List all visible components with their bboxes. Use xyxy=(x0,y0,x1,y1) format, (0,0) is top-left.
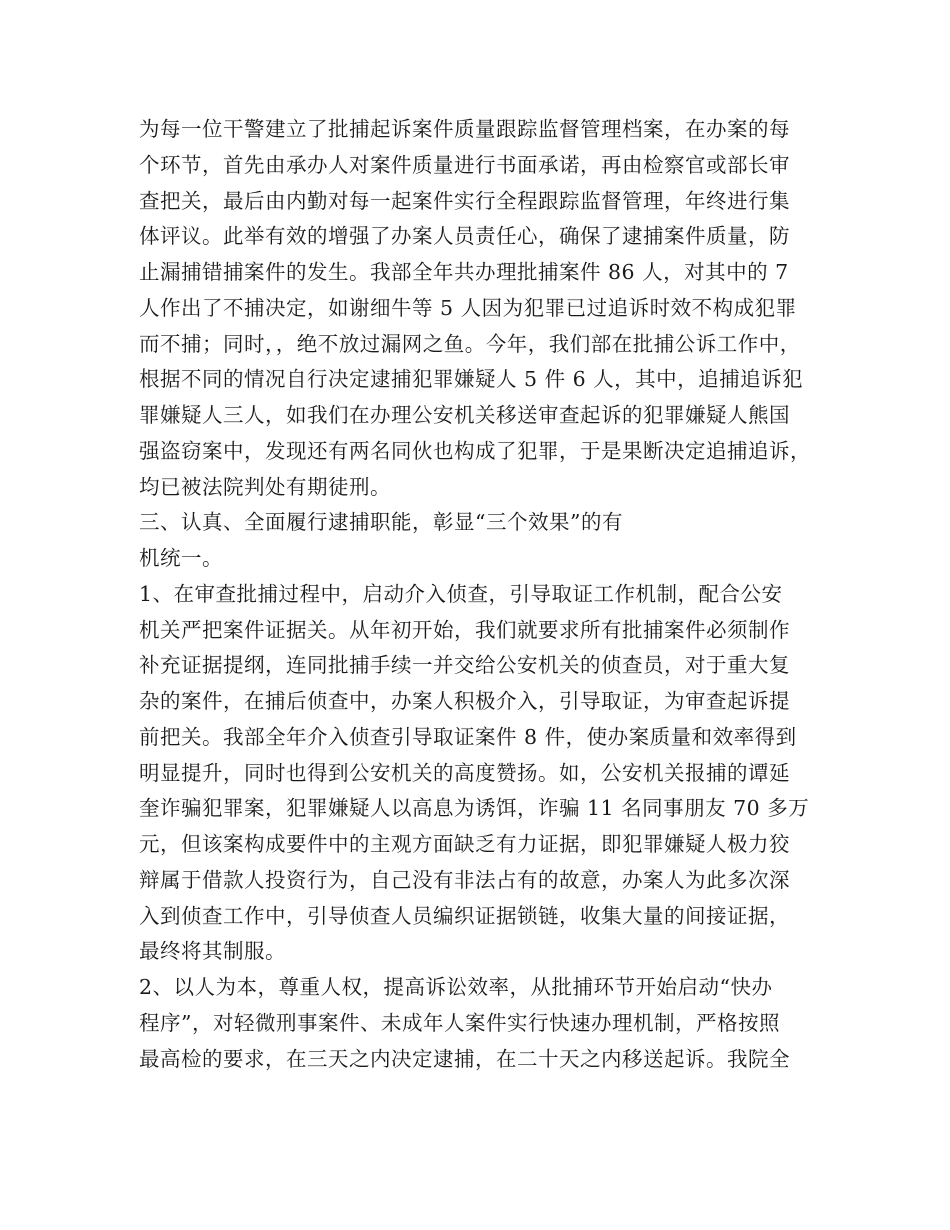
text-line: 程序”，对轻微刑事案件、未成年人案件实行快速办理机制，严格按照 xyxy=(139,1010,780,1035)
text-line: 最高检的要求，在三天之内决定逮捕，在二十天之内移送起诉。我院全 xyxy=(139,1046,790,1071)
text-line: 强盗窃案中，发现还有两名同伙也构成了犯罪，于是果断决定追捕追诉， xyxy=(139,438,811,463)
text-line: 止漏捕错捕案件的发生。我部全年共办理批捕案件 86 人，对其中的 7 xyxy=(139,260,789,284)
text-line: 均已被法院判处有期徒刑。 xyxy=(139,474,391,499)
text-line: 入到侦查工作中，引导侦查人员编织证据锁链，收集大量的间接证据， xyxy=(139,903,790,928)
text-line: 根据不同的情况自行决定逮捕犯罪嫌疑人 5 件 6 人，其中，追捕追诉犯 xyxy=(139,367,804,392)
section-heading-continued: 机统一。 xyxy=(139,546,223,570)
text-line: 罪嫌疑人三人，如我们在办理公安机关移送审查起诉的犯罪嫌疑人熊国 xyxy=(139,403,790,427)
text-line: 为每一位干警建立了批捕起诉案件质量跟踪监督管理档案，在办案的每 xyxy=(139,117,790,141)
text-line: 奎诈骗犯罪案，犯罪嫌疑人以高息为诱饵，诈骗 11 名同事朋友 70 多万 xyxy=(139,796,810,821)
text-line: 而不捕；同时，，绝不放过漏网之鱼。今年，我们部在批捕公诉工作中， xyxy=(139,331,801,356)
text-line: 1、在审查批捕过程中，启动介入侦查，引导取证工作机制，配合公安 xyxy=(139,581,783,606)
text-line: 前把关。我部全年介入侦查引导取证案件 8 件，使办案质量和效率得到 xyxy=(139,724,797,749)
text-line: 2、以人为本，尊重人权，提高诉讼效率，从批捕环节开始启动“快办 xyxy=(139,975,773,999)
text-line: 最终将其制服。 xyxy=(139,939,286,964)
text-line: 明显提升，同时也得到公安机关的高度赞扬。如，公安机关报捕的谭延 xyxy=(139,760,790,785)
text-line: 人作出了不捕决定，如谢细牛等 5 人因为犯罪已过追诉时效不构成犯罪 xyxy=(139,295,797,320)
text-line: 元，但该案构成要件中的主观方面缺乏有力证据，即犯罪嫌疑人极力狡 xyxy=(139,832,790,856)
body-text xyxy=(139,112,829,1077)
text-line: 查把关，最后由内勤对每一起案件实行全程跟踪监督管理，年终进行集 xyxy=(139,188,790,213)
section-heading: 三、认真、全面履行逮捕职能，彰显“三个效果”的有 xyxy=(139,510,623,535)
text-line: 机关严把案件证据关。从年初开始，我们就要求所有批捕案件必须制作 xyxy=(139,617,790,642)
text-line: 个环节，首先由承办人对案件质量进行书面承诺，再由检察官或部长审 xyxy=(139,152,790,177)
text-line: 补充证据提纲，连同批捕手续一并交给公安机关的侦查员，对于重大复 xyxy=(139,653,790,678)
text-line: 辩属于借款人投资行为，自己没有非法占有的故意，办案人为此多次深 xyxy=(139,867,790,892)
text-line: 杂的案件，在捕后侦查中，办案人积极介入，引导取证，为审查起诉提 xyxy=(139,689,790,713)
text-line: 体评议。此举有效的增强了办案人员责任心，确保了逮捕案件质量，防 xyxy=(139,224,790,249)
